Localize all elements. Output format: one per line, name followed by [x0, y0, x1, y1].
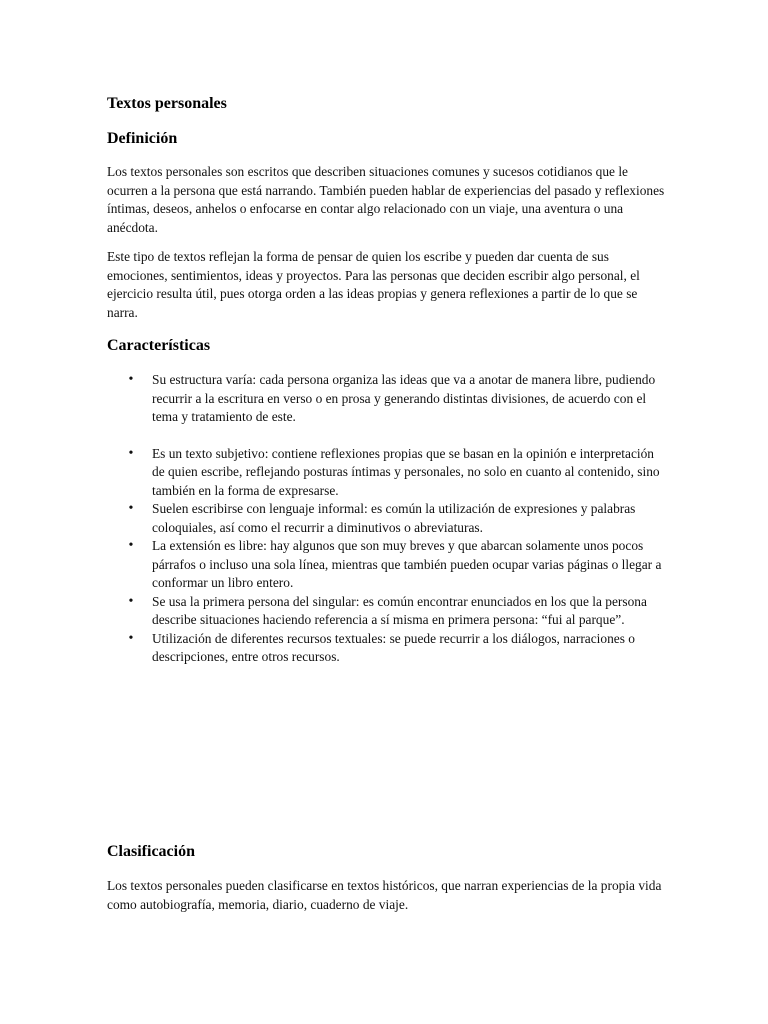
list-item-text: Utilización de diferentes recursos textuales: se puede recurrir a los diálogos, narraciones o descripciones, entre otros recursos. — [152, 630, 635, 664]
clasificacion-paragraph: Los textos personales pueden clasificarse en textos históricos, que narran experiencias de la propia vida como autobiografía, memoria, diario, cuaderno de viaje. — [107, 878, 662, 912]
bullet-icon: • — [128, 630, 134, 646]
list-item-text: Su estructura varía: cada persona organiza las ideas que va a anotar de manera libre, pudiendo recurrir a la escritura en verso o en prosa y generando distintas divisiones, de acuerdo con el tema y tratamiento de este. — [152, 372, 656, 424]
heading-clasificacion: Clasificación — [107, 843, 195, 860]
list-item — [107, 593, 667, 630]
list-item-text: Es un texto subjetivo: contiene reflexiones propias que se basan en la opinión e interpretación de quien escribe, reflejando posturas íntimas y personales, no solo en cuanto al contenido, sino también en la forma de expresarse. — [152, 445, 660, 498]
bullet-icon: • — [128, 538, 134, 553]
list-item — [107, 537, 667, 593]
bullet-icon: • — [128, 372, 134, 387]
list-item-text: Se usa la primera persona del singular: es común encontrar enunciados en los que la persona describe situaciones haciendo referencia a sí misma en primera persona: “fui al parque”. — [152, 593, 647, 627]
document-title: Textos personales — [107, 95, 227, 112]
list-item-text: Suelen escribirse con lenguaje informal: es común la utilización de expresiones y palabras coloquiales, así como el recurrir a diminutivos o abreviaturas. — [152, 501, 636, 535]
bullet-icon: • — [128, 501, 134, 516]
list-item — [107, 500, 667, 537]
bullet-icon: • — [128, 445, 134, 461]
heading-caracteristicas: Características — [107, 337, 211, 354]
caracteristicas-list — [107, 371, 667, 667]
heading-definicion: Definición — [107, 130, 178, 147]
definicion-paragraph-2: Este tipo de textos reflejan la forma de pensar de quien los escribe y pueden dar cuenta de sus emociones, sentimientos, ideas y proyectos. Para las personas que deciden escribir algo personal, el ejercicio resulta útil, pues otorga orden a las ideas propias y genera reflexiones a partir de lo que se narra. — [107, 249, 640, 320]
bullet-icon: • — [128, 593, 134, 609]
list-item — [107, 445, 667, 501]
definicion-paragraph-1: Los textos personales son escritos que describen situaciones comunes y sucesos cotidianos que le ocurren a la persona que está narrando. También pueden hablar de experiencias del pasado y reflexiones íntimas, deseos, anhelos o enfocarse en contar algo relacionado con un viaje, una aventura o una anécdota. — [107, 164, 665, 235]
list-item — [107, 371, 667, 427]
list-item-text: La extensión es libre: hay algunos que son muy breves y que abarcan solamente unos pocos párrafos o incluso una sola línea, mientras que también pueden ocupar varias páginas o llegar a conformar un libro entero. — [152, 538, 662, 590]
list-item — [107, 630, 667, 667]
